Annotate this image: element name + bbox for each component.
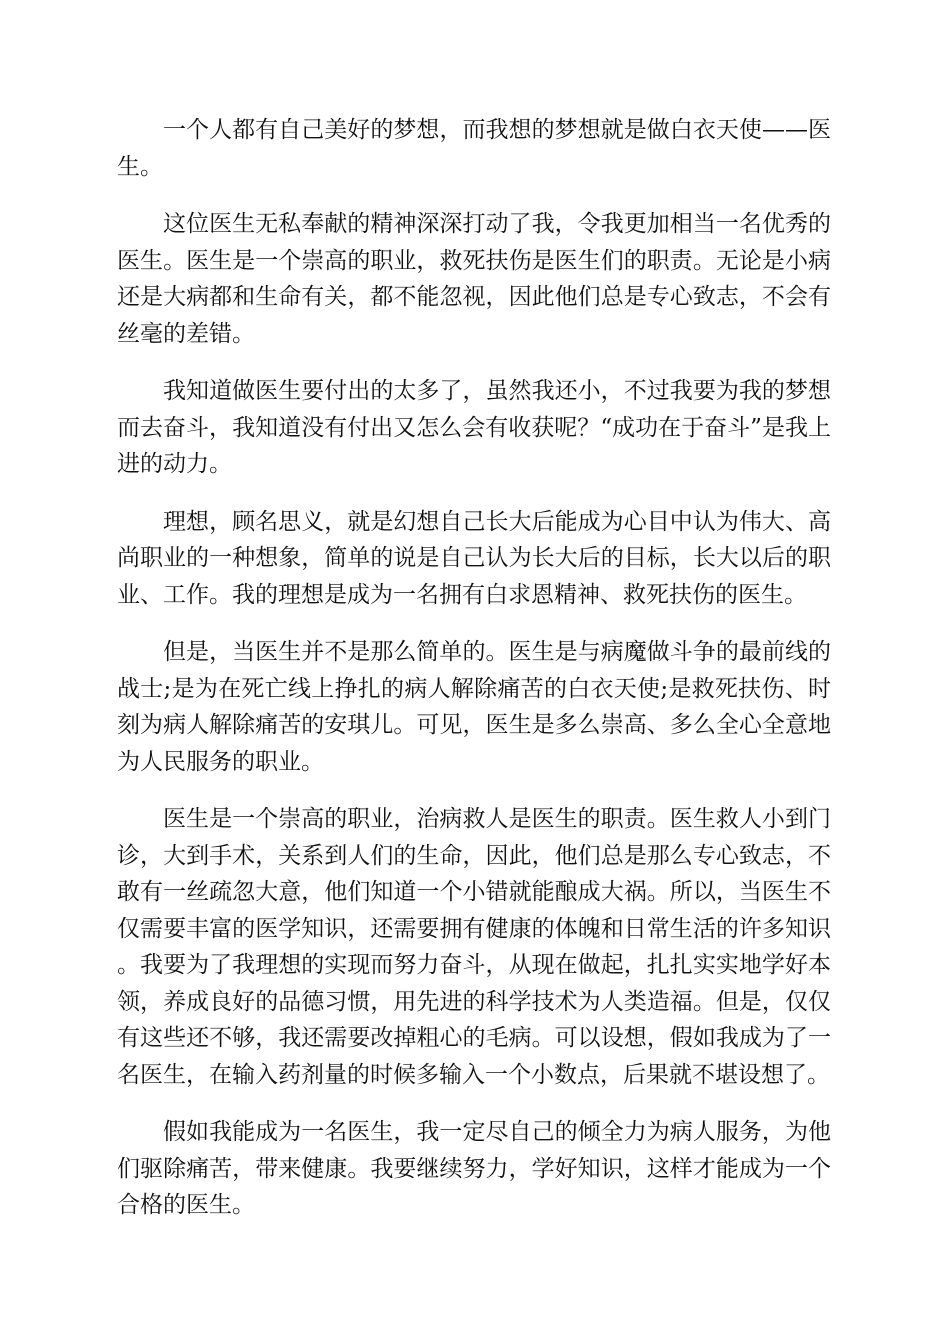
paragraph-3: 我知道做医生要付出的太多了，虽然我还小，不过我要为我的梦想而去奋斗，我知道没有付出又怎么会有收获呢？“成功在于奋斗”是我上进的动力。: [117, 378, 831, 477]
paragraph-7: 假如我能成为一名医生，我一定尽自己的倾全力为病人服务，为他们驱除痛苦，带来健康。我要继续努力，学好知识，这样才能成为一个合格的医生。: [117, 1119, 831, 1218]
paragraph-5: 但是，当医生并不是那么简单的。医生是与病魔做斗争的最前线的战士;是为在死亡线上挣扎的病人解除痛苦的白衣天使;是救死扶伤、时刻为病人解除痛苦的安琪儿。可见，医生是多么崇高、多么全心全意地为人民服务的职业。: [117, 639, 831, 775]
paragraph-2: 这位医生无私奉献的精神深深打动了我，令我更加相当一名优秀的医生。医生是一个崇高的职业，救死扶伤是医生们的职责。无论是小病还是大病都和生命有关，都不能忽视，因此他们总是专心致志，不会有丝毫的差错。: [117, 211, 831, 347]
paragraph-4: 理想，顾名思义，就是幻想自己长大后能成为心目中认为伟大、高尚职业的一种想象，简单的说是自己认为长大后的目标，长大以后的职业、工作。我的理想是成为一名拥有白求恩精神、救死扶伤的医生。: [117, 508, 831, 608]
paragraph-1: 一个人都有自己美好的梦想，而我想的梦想就是做白衣天使——医生。: [117, 117, 831, 180]
essay-body: [117, 112, 831, 1245]
paragraph-6: 医生是一个崇高的职业，治病救人是医生的职责。医生救人小到门诊，大到手术，关系到人们的生命，因此，他们总是那么专心致志，不敢有一丝疏忽大意，他们知道一个小错就能酿成大祸。所以，当医生不仅需要丰富的医学知识，还需要拥有健康的体魄和日常生活的许多知识。我要为了我理想的实现而努力奋斗，从现在做起，扎扎实实地学好本领，养成良好的品德习惯，用先进的科学技术为人类造福。但是，仅仅有这些还不够，我还需要改掉粗心的毛病。可以设想，假如我成为了一名医生，在输入药剂量的时候多输入一个小数点，后果就不堪设想了。: [117, 806, 831, 1088]
